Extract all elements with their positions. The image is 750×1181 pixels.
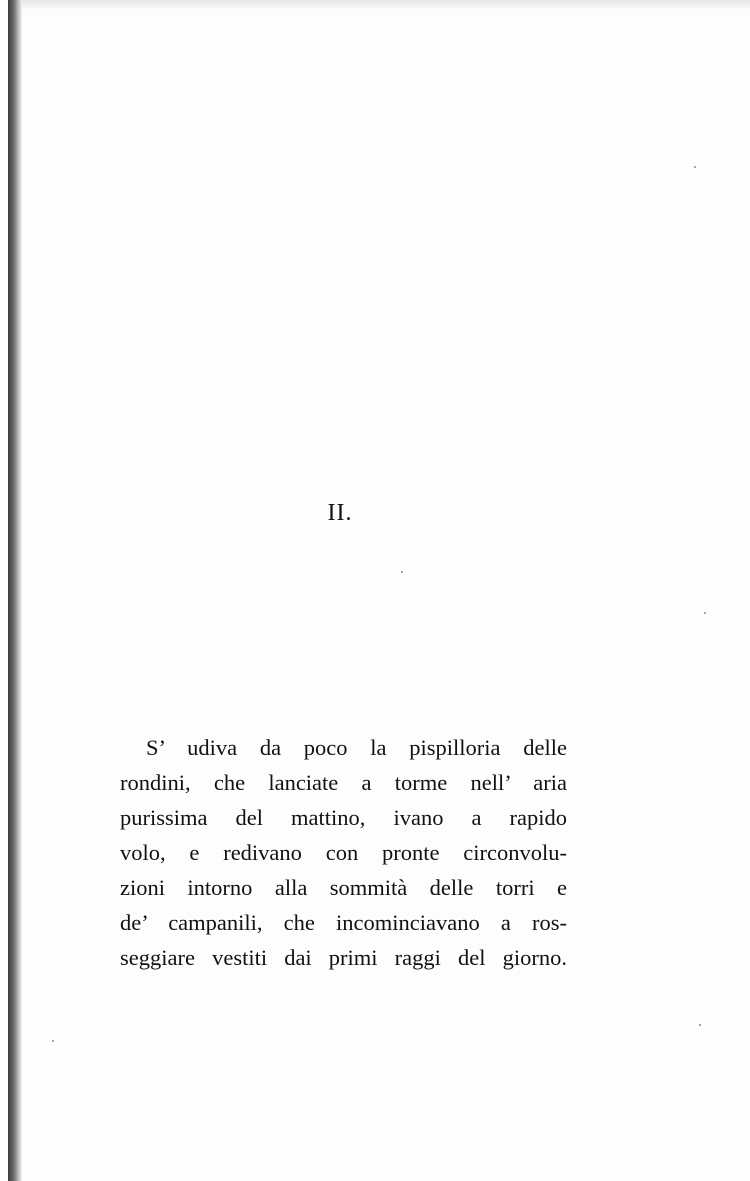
paragraph-line-5: zioni intorno alla sommità delle torri e xyxy=(120,875,567,900)
paper-speck xyxy=(704,612,706,614)
paper-speck xyxy=(52,1040,54,1042)
paper-speck xyxy=(694,166,696,168)
paragraph-line-6: de’ campanili, che incominciavano a ros- xyxy=(120,910,567,935)
paragraph-line-2: rondini, che lanciate a torme nell’ aria xyxy=(120,770,567,795)
paper-speck xyxy=(699,1024,701,1026)
paper-speck xyxy=(401,571,403,573)
page-top-shade xyxy=(22,0,750,10)
chapter-heading: II. xyxy=(327,500,353,526)
paragraph xyxy=(120,730,567,975)
paragraph-line-3: purissima del mattino, ivano a rapido xyxy=(120,805,567,830)
paragraph-line-1: S’ udiva da poco la pispilloria delle xyxy=(146,735,567,760)
page-binding-edge xyxy=(8,0,22,1181)
paragraph-line-4: volo, e redivano con pronte circonvolu- xyxy=(120,840,567,865)
paragraph-line-7: seggiare vestiti dai primi raggi del giorno. xyxy=(120,945,567,970)
